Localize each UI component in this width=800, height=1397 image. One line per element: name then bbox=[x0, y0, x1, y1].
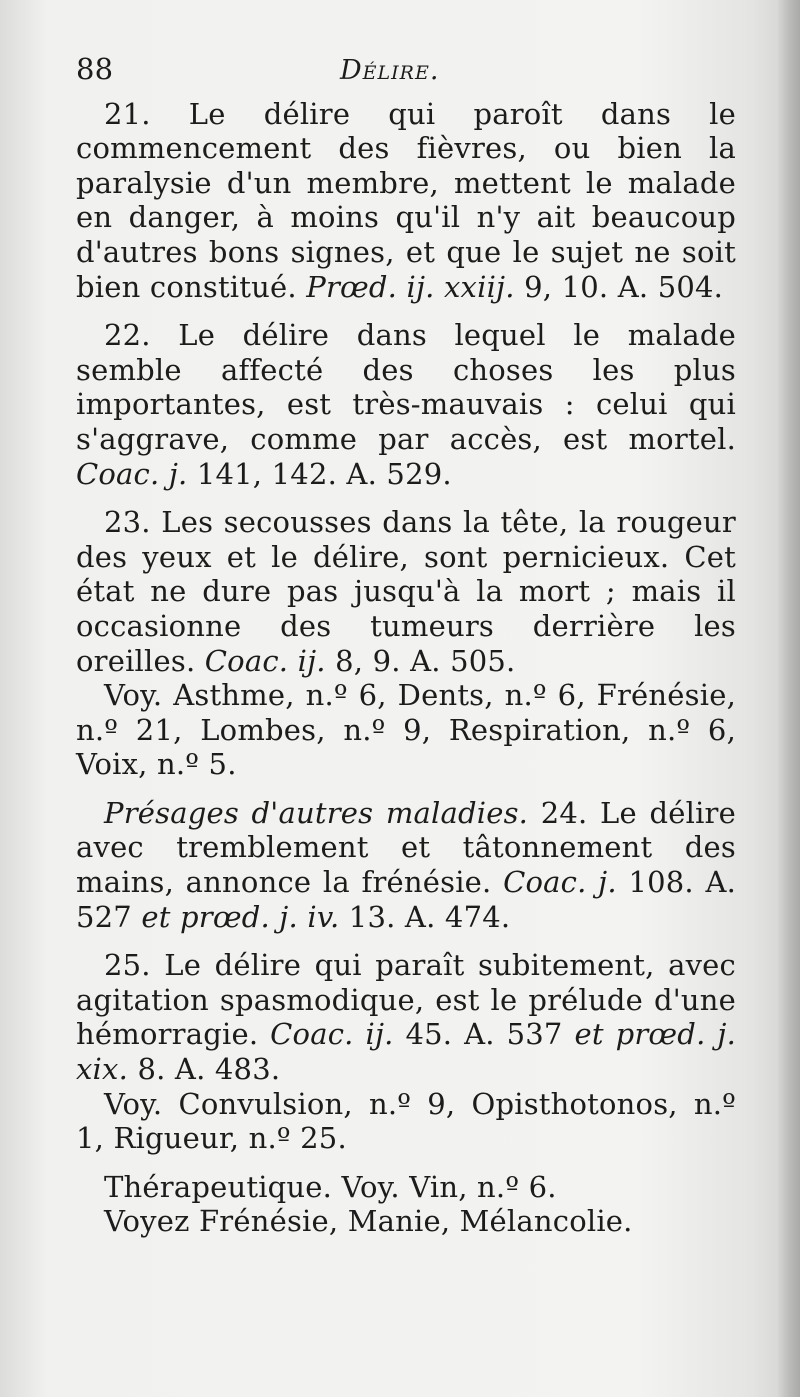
paragraph-24-ref2-italic: et prœd. j. iv. bbox=[141, 899, 340, 934]
paragraph-25-ref1-italic: Coac. ij. bbox=[270, 1017, 394, 1052]
presages-heading: Présages d'autres maladies. bbox=[104, 795, 529, 830]
paragraph-24-ref1: 108. A. 527 bbox=[76, 865, 737, 934]
paragraph-25 bbox=[76, 948, 736, 1086]
paragraph-21-text: 21. Le délire qui paroît dans le commencement des fièvres, ou bien la paralysie d'un membre, mettent le malade en danger, à moins qu'il n'y ait beaucoup d'autres bons signes, et que le sujet ne soit bien constitué. bbox=[76, 96, 736, 304]
cross-reference-1: Voy. Asthme, n.º 6, Dents, n.º 6, Frénésie, n.º 21, Lombes, n.º 9, Respiration, n.º 6, Voix, n.º 5. bbox=[76, 678, 736, 782]
paragraph-25-text: 25. Le délire qui paraît subitement, avec agitation spasmodique, est le prélude d'une hémorragie. bbox=[76, 948, 736, 1052]
paragraph-23 bbox=[76, 505, 736, 678]
page-edge bbox=[778, 0, 800, 1397]
paragraph-21 bbox=[76, 97, 736, 305]
page-header bbox=[76, 52, 736, 89]
running-head: Délire. bbox=[340, 55, 440, 86]
paragraph-21-ref-italic: Prœd. ij. xxiij. bbox=[306, 269, 515, 304]
paragraph-23-ref-italic: Coac. ij. bbox=[204, 643, 326, 678]
paragraph-25-ref2: 8. A. 483. bbox=[137, 1052, 281, 1087]
paragraph-22-ref-italic: Coac. j. bbox=[76, 456, 188, 491]
paragraph-23-text: 23. Les secousses dans la tête, la rougeur des yeux et le délire, sont pernicieux. Cet état ne dure pas jusqu'à la mort ; mais il occasionne des tumeurs derrière les oreilles. bbox=[76, 505, 736, 678]
cross-reference-2: Voy. Convulsion, n.º 9, Opisthotonos, n.º 1, Rigueur, n.º 25. bbox=[76, 1086, 736, 1156]
see-also-line: Voyez Frénésie, Manie, Mélancolie. bbox=[104, 1204, 633, 1239]
page-number: 88 bbox=[76, 52, 114, 86]
paragraph-25-ref2-italic: et prœd. j. xix. bbox=[76, 1017, 737, 1087]
paragraph-24-ref1-italic: Coac. j. bbox=[503, 865, 617, 900]
therapeutique-line: Thérapeutique. Voy. Vin, n.º 6. bbox=[104, 1169, 557, 1204]
paragraph-22-ref: 141, 142. A. 529. bbox=[196, 456, 452, 491]
paragraph-24-ref2: 13. A. 474. bbox=[348, 899, 511, 934]
paragraph-23-ref: 8, 9. A. 505. bbox=[335, 643, 516, 678]
presages-paragraph bbox=[76, 796, 736, 934]
paragraph-22 bbox=[76, 318, 736, 491]
paragraph-22-text: 22. Le délire dans lequel le malade semble affecté des choses les plus importantes, est très-mauvais : celui qui s'aggrave, comme par accès, est mortel. bbox=[76, 318, 736, 456]
paragraph-24-text: 24. Le délire avec tremblement et tâtonnement des mains, annonce la frénésie. bbox=[76, 795, 736, 900]
text-block bbox=[76, 52, 736, 1239]
paragraph-21-ref: 9, 10. A. 504. bbox=[524, 269, 724, 304]
paragraph-25-ref1: 45. A. 537 bbox=[405, 1017, 563, 1052]
